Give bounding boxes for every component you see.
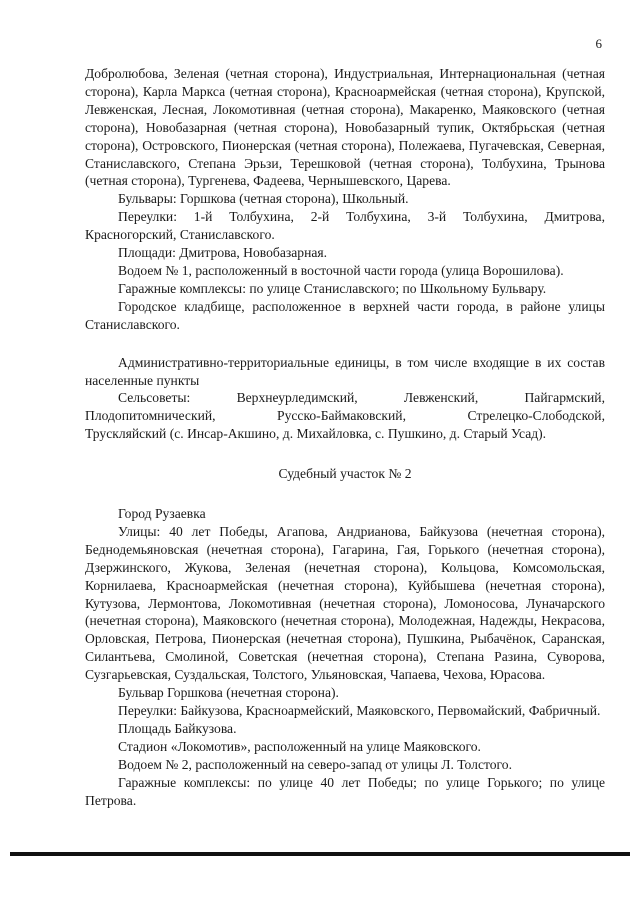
- boulevard-paragraph: Бульвар Горшкова (нечетная сторона).: [118, 685, 339, 701]
- page-number: 6: [595, 36, 602, 51]
- reservoir-paragraph: Водоем № 1, расположенный в восточной части города (улица Ворошилова).: [118, 262, 564, 278]
- stadium-paragraph: Стадион «Локомотив», расположенный на улице Маяковского.: [118, 738, 481, 754]
- reservoir-paragraph-2: Водоем № 2, расположенный на северо-запад от улицы Л. Толстого.: [118, 756, 512, 772]
- selsovety-row-2: [85, 407, 605, 425]
- selsovet-item: Русско-Баймаковский,: [277, 408, 406, 424]
- square-paragraph: Площадь Байкузова.: [118, 720, 237, 736]
- selsovety-row-3: Трускляйский (с. Инсар-Акшино, д. Михайловка, с. Пушкино, д. Старый Усад).: [85, 426, 547, 442]
- selsovet-item: Пайгармский,: [524, 390, 605, 406]
- selsovety-label: Сельсоветы:: [118, 390, 191, 406]
- selsovety-block: [85, 389, 605, 443]
- cemetery-paragraph: Городское кладбище, расположенное в верхней части города, в районе улицы Станиславского.: [85, 298, 605, 332]
- section-heading: Судебный участок № 2: [278, 466, 412, 482]
- garages-paragraph-2: Гаражные комплексы: по улице 40 лет Победы; по улице Горького; по улице Петрова.: [85, 774, 605, 808]
- streets-continued: Добролюбова, Зеленая (четная сторона), Индустриальная, Интернациональная (четная сторона), Карла Маркса (четная сторона), Красноармейская (четная сторона), Крупской, Левженская, Лесная, Локомотивная (четная сторона), Макаренко, Маяковского (четная сторона), Новобазарная (четная сторона), Новобазарный тупик, Октябрьская (четная сторона), Островского, Пионерская (четная сторона), Полежаева, Пугачевская, Северная, Станиславского, Степана Эрьзи, Терешковой (четная сторона), Толбухина, Трынова (четная сторона), Тургенева, Фадеева, Чернышевского, Царева.: [85, 66, 605, 189]
- bottom-rule: [10, 852, 630, 856]
- city-name: Город Рузаевка: [118, 506, 206, 522]
- document-body: [85, 65, 605, 809]
- selsovety-row-1: [85, 389, 605, 407]
- selsovet-item: Левженский,: [403, 390, 479, 406]
- lanes-paragraph-2: Переулки: Байкузова, Красноармейский, Маяковского, Первомайский, Фабричный.: [118, 703, 601, 718]
- selsovet-item: Верхнеурледимский,: [236, 390, 358, 406]
- streets-paragraph: Улицы: 40 лет Победы, Агапова, Андрианова, Байкузова (нечетная сторона), Беднодемьяновская (нечетная сторона), Гагарина, Гая, Горького (нечетная сторона), Дзержинского, Жукова, Зеленая (нечетная сторона), Кольцова, Комсомольская, Корнилаева, Красноармейская (нечетная сторона), Куйбышева (нечетная сторона), Кутузова, Лермонтова, Локомотивная (нечетная сторона), Ломоносова, Луначарского (нечетная сторона), Маяковского (нечетная сторона), Молодежная, Надежды, Некрасова, Орловская, Петрова, Пионерская (нечетная сторона), Пушкина, Рыбачёнок, Саранская, Силантьева, Смолиной, Советская (нечетная сторона), Степана Разина, Суворова, Сузгарьевская, Суздальская, Толстого, Ульяновская, Чапаева, Чехова, Юрасова.: [85, 523, 605, 683]
- boulevards-paragraph: Бульвары: Горшкова (четная сторона), Школьный.: [118, 191, 409, 207]
- admin-units-paragraph: Административно-территориальные единицы, в том числе входящие в их состав населенные пункты: [85, 354, 605, 388]
- selsovet-item: Плодопитомнический,: [85, 408, 216, 424]
- lanes-paragraph: Переулки: 1-й Толбухина, 2-й Толбухина, 3-й Толбухина, Дмитрова, Красногорский, Станиславского.: [85, 209, 605, 243]
- garages-paragraph: Гаражные комплексы: по улице Станиславского; по Школьному Бульвару.: [118, 280, 547, 296]
- selsovet-item: Стрелецко-Слободской,: [467, 408, 605, 424]
- squares-paragraph: Площади: Дмитрова, Новобазарная.: [118, 245, 328, 261]
